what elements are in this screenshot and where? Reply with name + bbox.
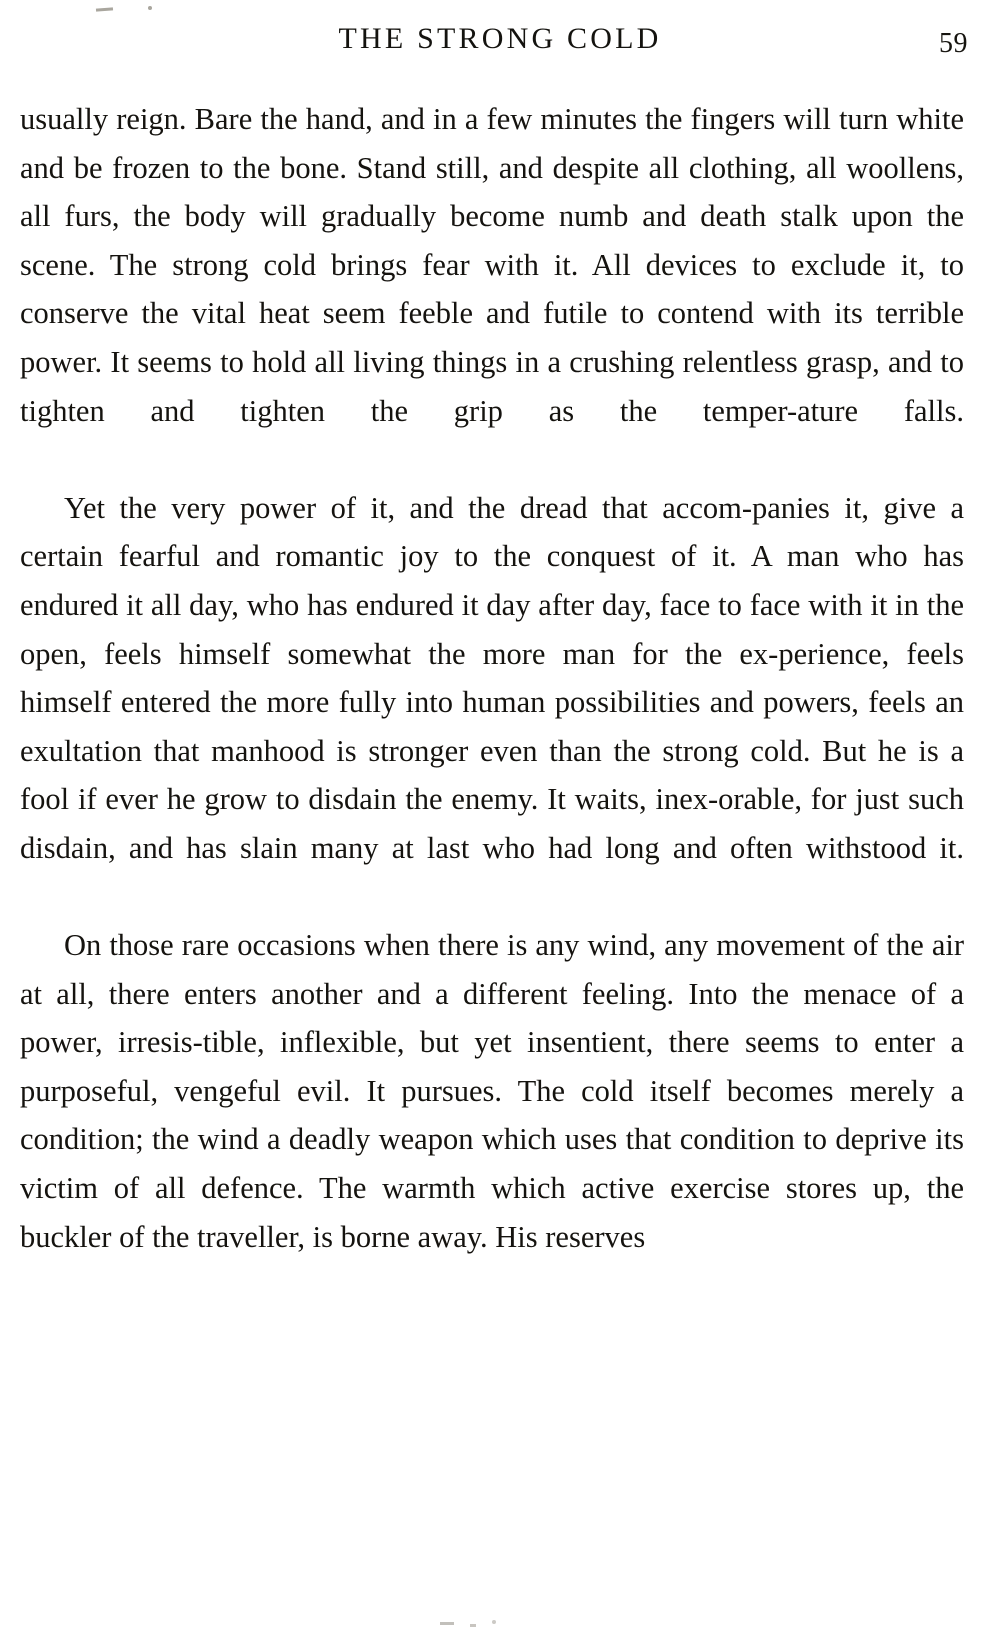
scan-artifact-dot	[148, 6, 152, 10]
page-body	[20, 95, 964, 1261]
paragraph: usually reign. Bare the hand, and in a few minutes the fingers will turn white and be frozen to the bone. Stand still, and despite all clothing, all woollens, all furs, the body will gradually become numb and death stalk upon the scene. The strong cold brings fear with it. All devices to exclude it, to conserve the vital heat seem feeble and futile to contend with its terrible power. It seems to hold all living things in a crushing relentless grasp, and to tighten and tighten the grip as the temper-ature falls.	[20, 102, 964, 428]
scan-artifact-mark	[470, 1624, 476, 1627]
page-number: 59	[939, 28, 968, 59]
page-header	[22, 22, 978, 74]
scan-artifact-mark	[440, 1622, 454, 1625]
scan-artifact-mark	[96, 7, 113, 11]
scan-artifact-dot	[492, 1620, 496, 1624]
running-head-title: THE STRONG COLD	[338, 22, 662, 55]
paragraph: Yet the very power of it, and the dread that accom-panies it, give a certain fearful and romantic joy to the conquest of it. A man who has endured it all day, who has endured it day after day, face to face with it in the open, feels himself somewhat the more man for the ex-perience, feels himself entered the more fully into human possibilities and powers, feels an exultation that manhood is stronger even than the strong cold. But he is a fool if ever he grow to disdain the enemy. It waits, inex-orable, for just such disdain, and has slain many at last who had long and often withstood it.	[20, 490, 964, 865]
paragraph: On those rare occasions when there is any wind, any movement of the air at all, there enters another and a different feeling. Into the menace of a power, irresis-tible, inflexible, but yet insentient, there seems to enter a purposeful, vengeful evil. It pursues. The cold itself becomes merely a condition; the wind a deadly weapon which uses that condition to deprive its victim of all defence. The warmth which active exercise stores up, the buckler of the traveller, is borne away. His reserves	[20, 928, 964, 1254]
